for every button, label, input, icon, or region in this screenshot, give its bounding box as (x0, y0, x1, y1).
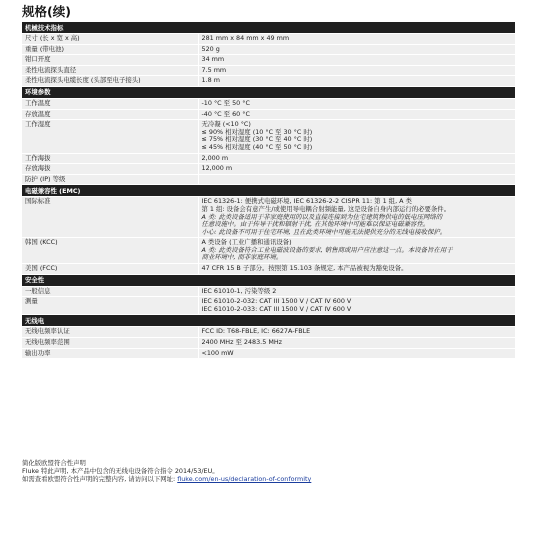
row-label: 尺寸 (长 x 宽 x 高) (22, 34, 198, 45)
emc-note-line: 任意设施中。由于传导干扰和辐射干扰, 在其他环境中可能难以保证电磁兼容性。 (201, 220, 430, 229)
row-label: 输出功率 (22, 348, 198, 359)
table-row (22, 34, 515, 45)
row-value: -10 °C 至 50 °C (198, 98, 515, 109)
section-title: 电磁兼容性 (EMC) (22, 185, 515, 197)
humidity-line: 无冷凝 (<10 °C) (201, 120, 251, 129)
emc-line: 第 1 组: 设备会有意产生/或使用导电耦合射频能量, 这是设备自身内部运行的必要条件。 (201, 204, 451, 213)
table-row (22, 338, 515, 349)
footer-title: 简化版欧盟符合性声明 (22, 459, 86, 467)
table-row (22, 286, 515, 297)
section-header-safety (22, 274, 515, 286)
row-label: 无线电频率范围 (22, 338, 198, 349)
row-label: 存放海拔 (22, 164, 198, 175)
table-row (22, 238, 515, 264)
row-value (198, 197, 515, 238)
table-row (22, 98, 515, 109)
row-value: 520 g (198, 44, 515, 55)
row-value: 281 mm x 84 mm x 49 mm (198, 34, 515, 45)
declaration-link[interactable]: fluke.com/en-us/declaration-of-conformity (177, 475, 312, 483)
row-label: 无线电频率认证 (22, 327, 198, 338)
footer-statement: Fluke 特此声明, 本产品中包含的无线电设备符合指令 2014/53/EU。 (22, 467, 219, 475)
row-value: 2,000 m (198, 153, 515, 164)
table-row (22, 76, 515, 87)
safety-line: IEC 61010-2-032: CAT III 1500 V / CAT IV 600 V (201, 297, 352, 306)
row-value: FCC ID: T68-FBLE, IC: 6627A-FBLE (198, 327, 515, 338)
emc-note-line: A 类: 此类设备适用于非家庭使用的以及直接连接到为住宅建筑物供电的低电压网络的 (201, 212, 443, 221)
row-label: 钳口开度 (22, 55, 198, 66)
row-label: 柔性电流探头直径 (22, 65, 198, 76)
section-title: 环境参数 (22, 86, 515, 98)
row-label: 重量 (带电池) (22, 44, 198, 55)
row-value (198, 174, 515, 185)
section-title: 机械技术指标 (22, 22, 515, 34)
row-label: 韩国 (KCC) (22, 238, 198, 264)
row-label: 工作海拔 (22, 153, 198, 164)
row-value: 1.8 m (198, 76, 515, 87)
section-header-environment (22, 86, 515, 98)
kcc-line: A 类设备 (工业广播和通讯设备) (201, 238, 292, 247)
kcc-note-line: 商业环境中, 而非家庭环境。 (201, 253, 283, 262)
footer-link-line (22, 475, 515, 483)
row-value: 34 mm (198, 55, 515, 66)
page-title: 规格(续) (22, 4, 71, 19)
row-value: 12,000 m (198, 164, 515, 175)
row-label: 工作温度 (22, 98, 198, 109)
row-value (198, 238, 515, 264)
row-value: 47 CFR 15 B 子部分。按照第 15.103 条规定, 本产品被视为豁免设备。 (198, 264, 515, 275)
table-row (22, 109, 515, 120)
row-label: 存放温度 (22, 109, 198, 120)
row-label: 工作湿度 (22, 120, 198, 153)
table-row (22, 44, 515, 55)
section-header-mechanical (22, 22, 515, 34)
table-row (22, 348, 515, 359)
row-value: 7.5 mm (198, 65, 515, 76)
table-row (22, 153, 515, 164)
row-label: 柔性电流探头电缆长度 (头部至电子接头) (22, 76, 198, 87)
row-value: IEC 61010-1, 污染等级 2 (198, 286, 515, 297)
table-row (22, 297, 515, 315)
emc-note-line: 小心: 此设备不可用于住宅环境, 且在此类环境中可能无法提供充分的无线电接收保护。 (201, 227, 447, 236)
row-label: 国际标准 (22, 197, 198, 238)
table-row (22, 55, 515, 66)
kcc-note-line: A 类: 此类设备符合工业电磁波设备的要求, 销售商或用户应注意这一点。本设备旨在用于 (201, 245, 453, 254)
row-label: 一般信息 (22, 286, 198, 297)
humidity-line: ≤ 90% 相对湿度 (10 °C 至 30 °C 时) (201, 127, 313, 136)
safety-line: IEC 61010-2-033: CAT III 1500 V / CAT IV 600 V (201, 304, 352, 313)
row-value: 2400 MHz 至 2483.5 MHz (198, 338, 515, 349)
row-value: -40 °C 至 60 °C (198, 109, 515, 120)
section-header-wireless (22, 315, 515, 327)
row-value (198, 120, 515, 153)
row-label: 测量 (22, 297, 198, 315)
row-value (198, 297, 515, 315)
emc-line: IEC 61326-1: 便携式电磁环境, IEC 61326-2-2 CISPR 11: 第 1 组, A 类 (201, 197, 412, 206)
section-header-emc (22, 185, 515, 197)
eu-declaration-note (22, 459, 515, 483)
table-row (22, 174, 515, 185)
humidity-line: ≤ 75% 相对湿度 (30 °C 至 40 °C 时) (201, 135, 313, 144)
humidity-line: ≤ 45% 相对湿度 (40 °C 至 50 °C 时) (201, 142, 313, 151)
table-row (22, 120, 515, 153)
table-row (22, 327, 515, 338)
table-row (22, 197, 515, 238)
table-row (22, 164, 515, 175)
table-row (22, 264, 515, 275)
row-label: 美国 (FCC) (22, 264, 198, 275)
row-label: 防护 (IP) 等级 (22, 174, 198, 185)
table-row (22, 65, 515, 76)
spec-table (22, 22, 515, 359)
row-value: <100 mW (198, 348, 515, 359)
footer-link-prefix: 如需查看欧盟符合性声明的完整内容, 请访问以下网址: (22, 475, 178, 483)
section-title: 无线电 (22, 315, 515, 327)
section-title: 安全性 (22, 274, 515, 286)
